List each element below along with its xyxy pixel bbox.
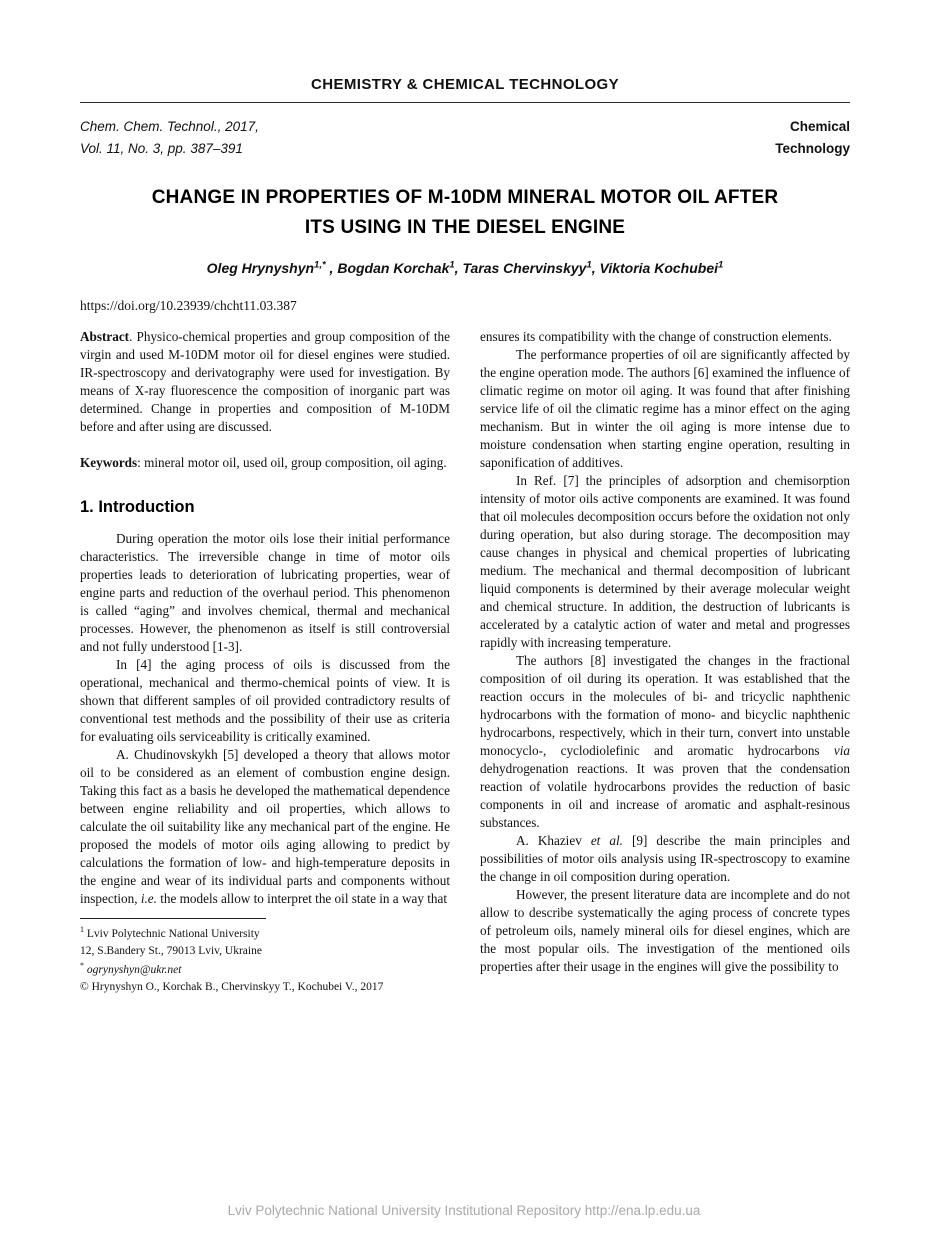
citation-reference	[80, 116, 259, 159]
right-column	[480, 328, 850, 997]
intro-paragraph-7	[480, 832, 850, 886]
article-title-line-1: CHANGE IN PROPERTIES OF M-10DM MINERAL MOTOR OIL AFTER	[151, 187, 779, 209]
footnote-email-line	[80, 960, 450, 979]
footnote-address: 12, S.Bandery St., 79013 Lviv, Ukraine	[80, 944, 262, 957]
author-1-name: Oleg Hrynyshyn	[206, 259, 315, 276]
citation-line-1: Chem. Chem. Technol., 2017,	[80, 119, 259, 134]
paragraph-text: In Ref. [7] the principles of adsorption and chemisorption intensity of motor oils active components are examined. It was found that oil molecules decomposition occurs before the oxidation not only during operation, but also during storage. The decomposition may cause changes in physical and chemical properties of lubricating medium. The mechanical and thermal decomposition of lubricant liquid components is determined by their average molecular weight and chemical structure. In addition, the destruction of lubricants is accelerated by a catalytic action of water and metal and progresses rapidly with increasing temperature.	[480, 472, 850, 650]
author-4	[600, 260, 724, 276]
author-2-name: Bogdan Korchak	[337, 259, 450, 276]
intro-paragraph-5	[480, 472, 850, 652]
paragraph-text: A. Khaziev	[516, 832, 591, 848]
latin-abbrev: et al.	[590, 832, 623, 848]
author-1-affiliation-mark: 1,*	[314, 259, 326, 271]
paragraph-text: The authors [8] investigated the changes in the fractional composition of oil during its operation. It was established that the reaction occurs in the molecules of bi- and tricyclic naphthenic hydrocarbons with the formation of mono- and bicyclic naphthenic hydrocarbons, respectively, which in their turn, convert into unstable monocyclo-, cyclodiolefinic and aromatic hydrocarbons	[480, 652, 850, 758]
banner-rule	[80, 102, 850, 103]
paragraph-text: The performance properties of oil are significantly affected by the engine operation mode. The authors [6] examined the influence of climatic regime on motor oil aging. It was found that after finishing service life of oil the climatic regime has a minor effect on the aging mechanism. But in winter the oil aging is more intense due to moisture condensation when starting engine operation, resulting in saponification of additives.	[480, 346, 850, 470]
paragraph-text: [9] describe the main principles and possibilities of motor oils analysis using IR-spectroscopy to examine the change in oil composition during operation.	[480, 832, 850, 884]
repository-footer: Lviv Polytechnic National University Institutional Repository http://ena.lp.edu.ua	[227, 1203, 701, 1218]
abstract-label: Abstract	[80, 328, 130, 344]
latin-abbrev: via	[833, 742, 850, 758]
paragraph-text: ensures its compatibility with the change of construction elements.	[480, 328, 832, 344]
left-column	[80, 328, 450, 997]
footnote-copyright: © Hrynyshyn O., Korchak B., Chervinskyy T., Kochubei V., 2017	[80, 981, 384, 994]
keywords-text: : mineral motor oil, used oil, group composition, oil aging.	[137, 454, 447, 470]
author-1	[207, 260, 338, 276]
authors-line	[80, 259, 850, 276]
footnote-affiliation	[80, 924, 450, 943]
journal-name-line-1: Chemical	[789, 119, 850, 134]
paragraph-text: In [4] the aging process of oils is discussed from the operational, mechanical and thermo-chemical points of view. It is shown that different samples of oil provided contradictory results of conventional test methods and the possibility of their use as criteria for evaluating oils serviceability is critically examined.	[80, 656, 450, 744]
latin-abbrev: i.e.	[140, 890, 157, 906]
intro-paragraph-1	[80, 530, 450, 656]
author-4-name: Viktoria Kochubei	[599, 259, 719, 276]
author-3	[462, 260, 599, 276]
intro-paragraph-6	[480, 652, 850, 832]
author-3-affiliation-mark: 1	[586, 259, 592, 271]
article-title-line-2: ITS USING IN THE DIESEL ENGINE	[304, 216, 626, 238]
abstract-paragraph	[80, 328, 450, 436]
article-title	[80, 183, 850, 242]
journal-name	[775, 116, 850, 159]
footnote-block	[80, 918, 450, 997]
author-2-affiliation-mark: 1	[449, 259, 455, 271]
paragraph-text: A. Chudinovskykh [5] developed a theory that allows motor oil to be considered as an element of combustion engine design. Taking this fact as a basis he developed the mathematical dependence between engine reliability and oil properties, which allows to calculate the oil suitability like any mechanical part of the engine. He proposed the models of motor oils aging allowing to predict by calculations the formation of low- and high-temperature deposits in the engine and wear of its individual parts and components without inspection,	[80, 746, 450, 906]
doi-link: https://doi.org/10.23939/chcht11.03.387	[80, 297, 297, 313]
citation-row	[80, 116, 850, 159]
footnote-marker-star: *	[80, 961, 84, 971]
author-4-affiliation-mark: 1	[718, 259, 724, 271]
paragraph-text: the models allow to interpret the oil state in a way that	[156, 890, 447, 906]
journal-name-line-2: Technology	[775, 140, 850, 156]
journal-header	[80, 76, 850, 103]
citation-line-2: Vol. 11, No. 3, pp. 387–391	[80, 140, 243, 156]
paragraph-text: However, the present literature data are incomplete and do not allow to describe systematically the aging process of concrete types of petroleum oils, namely mineral oils for diesel engines, which are the most popular oils. The investigation of the mentioned oils properties after their usage in the engines will give the possibility to	[480, 886, 850, 974]
intro-paragraph-8	[480, 886, 850, 976]
author-separator: ,	[454, 259, 463, 276]
footnote-affiliation-text: Lviv Polytechnic National University	[84, 927, 260, 940]
intro-paragraph-3	[80, 746, 450, 908]
footnote-rule	[80, 918, 266, 919]
keywords-paragraph	[80, 454, 450, 472]
abstract-text: . Physico-chemical properties and group composition of the virgin and used M-10DM motor oil for diesel engines were studied. IR-spectroscopy and derivatography were used for investigation. By means of X-ray fluorescence the composition of inorganic part was determined. Change in properties and composition of M-10DM before and after using are discussed.	[80, 328, 450, 434]
paragraph-text: During operation the motor oils lose their initial performance characteristics. The irreversible change in time of motor oils properties leads to deterioration of lubricating properties, wear of engine parts and reduction of the overhaul period. This phenomenon is called “aging” and involves chemical, thermal and mechanical processes. However, the phenomenon as itself is still controversial and not fully understood [1-3].	[80, 530, 450, 654]
keywords-label: Keywords	[80, 454, 138, 470]
intro-paragraph-4	[480, 346, 850, 472]
intro-paragraph-2	[80, 656, 450, 746]
journal-banner-title: CHEMISTRY & CHEMICAL TECHNOLOGY	[311, 76, 619, 93]
footnote-marker-1: 1	[80, 924, 84, 934]
footnote-email: ogrynyshyn@ukr.net	[84, 963, 182, 976]
continued-paragraph	[480, 328, 850, 346]
section-heading-introduction: 1. Introduction	[80, 497, 195, 516]
author-2	[337, 260, 462, 276]
author-separator: ,	[325, 259, 338, 276]
author-separator: ,	[591, 259, 600, 276]
two-column-body	[80, 328, 850, 997]
author-3-name: Taras Chervinskyy	[462, 259, 587, 276]
paragraph-text: dehydrogenation reactions. It was proven that the condensation reaction of volatile hydrocarbons provides the reduction of basic components in oil and increase of aromatic and asphalt-resinous substances.	[480, 760, 850, 830]
